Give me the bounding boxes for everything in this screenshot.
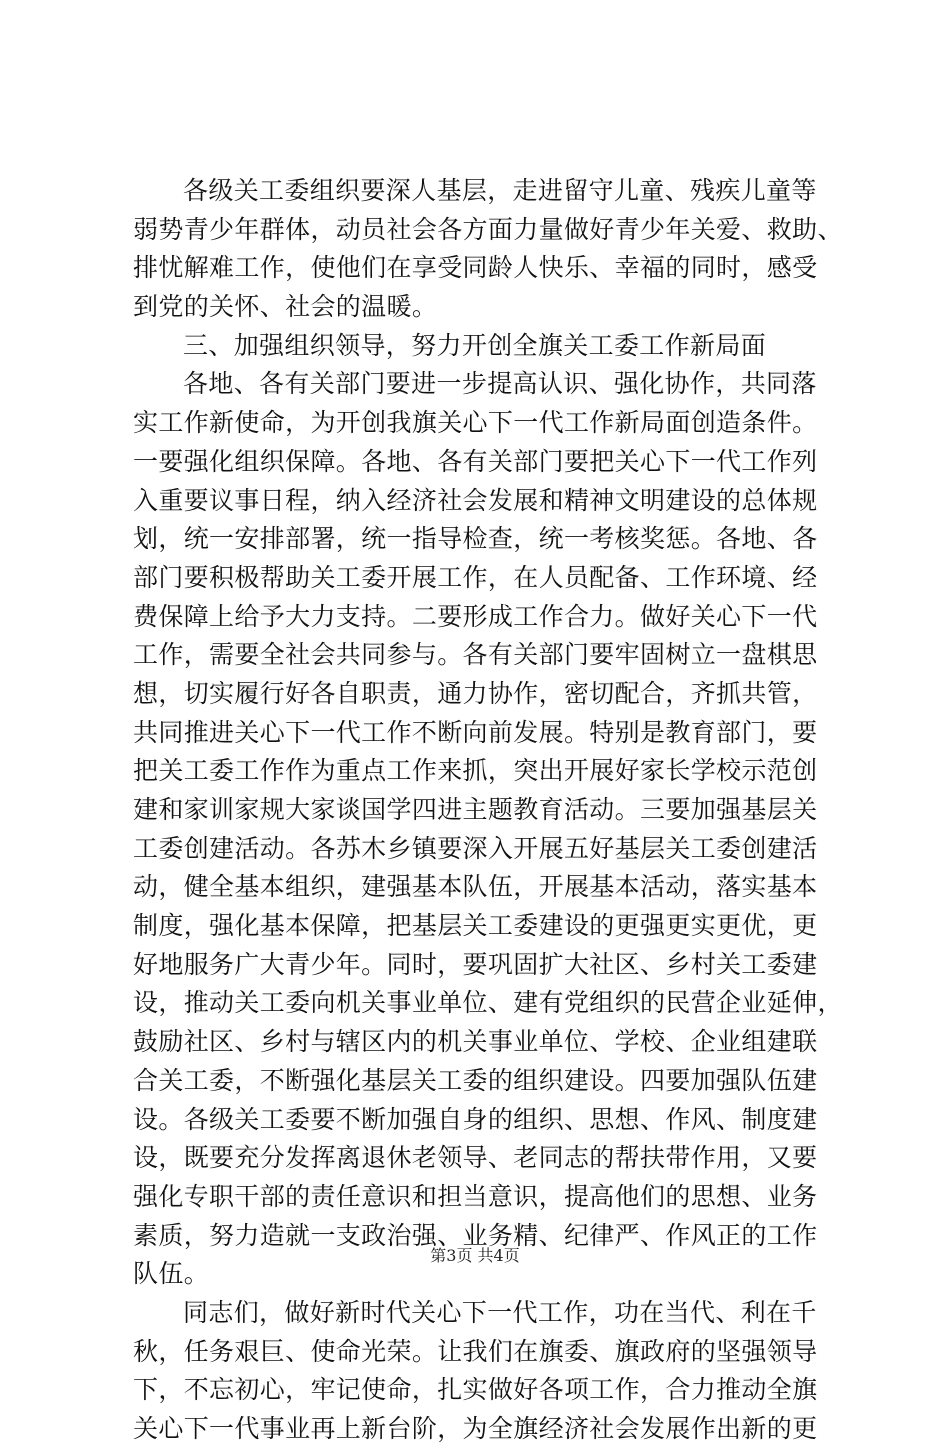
text-line: 关心下一代事业再上新台阶，为全旗经济社会发展作出新的更 (133, 1414, 818, 1443)
text-line: 好地服务广大青少年。同时，要巩固扩大社区、乡村关工委建 (133, 949, 818, 979)
text-line: 工作，需要全社会共同参与。各有关部门要牢固树立一盘棋思 (133, 640, 818, 670)
text-line: 设，推动关工委向机关事业单位、建有党组织的民营企业延伸， (133, 988, 843, 1018)
text-line: 同志们，做好新时代关心下一代工作，功在当代、利在千 (183, 1297, 817, 1327)
text-line: 划，统一安排部署，统一指导检查，统一考核奖惩。各地、各 (133, 524, 818, 554)
text-line: 动，健全基本组织，建强基本队伍，开展基本活动，落实基本 (133, 872, 818, 902)
text-line: 合关工委，不断强化基层关工委的组织建设。四要加强队伍建 (133, 1065, 818, 1095)
text-line: 入重要议事日程，纳入经济社会发展和精神文明建设的总体规 (133, 485, 818, 515)
text-line: 秋，任务艰巨、使命光荣。让我们在旗委、旗政府的坚强领导 (133, 1336, 818, 1366)
text-line: 各地、各有关部门要进一步提高认识、强化协作，共同落 (183, 369, 817, 399)
text-line: 费保障上给予大力支持。二要形成工作合力。做好关心下一代 (133, 601, 818, 631)
text-line: 共同推进关心下一代工作不断向前发展。特别是教育部门，要 (133, 717, 818, 747)
text-line: 工委创建活动。各苏木乡镇要深入开展五好基层关工委创建活 (133, 833, 818, 863)
text-line: 制度，强化基本保障，把基层关工委建设的更强更实更优，更 (133, 911, 818, 941)
text-line: 设。各级关工委要不断加强自身的组织、思想、作风、制度建 (133, 1104, 818, 1134)
text-line: 下，不忘初心，牢记使命，扎实做好各项工作，合力推动全旗 (133, 1375, 818, 1405)
text-line: 各级关工委组织要深人基层，走进留守儿童、残疾儿童等 (183, 176, 817, 205)
text-line: 实工作新使命，为开创我旗关心下一代工作新局面创造条件。 (133, 408, 818, 438)
text-line: 到党的关怀、社会的温暖。 (133, 292, 438, 322)
text-line: 素质，努力造就一支政治强、业务精、纪律严、作风正的工作 (133, 1220, 818, 1250)
text-line: 鼓励社区、乡村与辖区内的机关事业单位、学校、企业组建联 (133, 1027, 818, 1057)
text-line: 把关工委工作作为重点工作来抓，突出开展好家长学校示范创 (133, 756, 818, 786)
text-line: 强化专职干部的责任意识和担当意识，提高他们的思想、业务 (133, 1181, 818, 1211)
text-line: 建和家训家规大家谈国学四进主题教育活动。三要加强基层关 (133, 795, 818, 824)
text-line: 设，既要充分发挥离退休老领导、老同志的帮扶带作用，又要 (133, 1143, 818, 1173)
text-line: 部门要积极帮助关工委开展工作，在人员配备、工作环境、经 (133, 562, 818, 592)
text-line: 排忧解难工作，使他们在享受同龄人快乐、幸福的同时，感受 (133, 253, 818, 283)
text-line: 队伍。 (133, 1259, 210, 1289)
page-footer: 第3页 共4页 (430, 1246, 520, 1265)
text-line: 三、加强组织领导，努力开创全旗关工委工作新局面 (183, 330, 767, 360)
text-line: 想，切实履行好各自职责，通力协作，密切配合，齐抓共管， (133, 678, 818, 708)
text-line: 一要强化组织保障。各地、各有关部门要把关心下一代工作列 (133, 446, 818, 476)
text-line: 弱势青少年群体，动员社会各方面力量做好青少年关爱、救助、 (133, 214, 843, 244)
